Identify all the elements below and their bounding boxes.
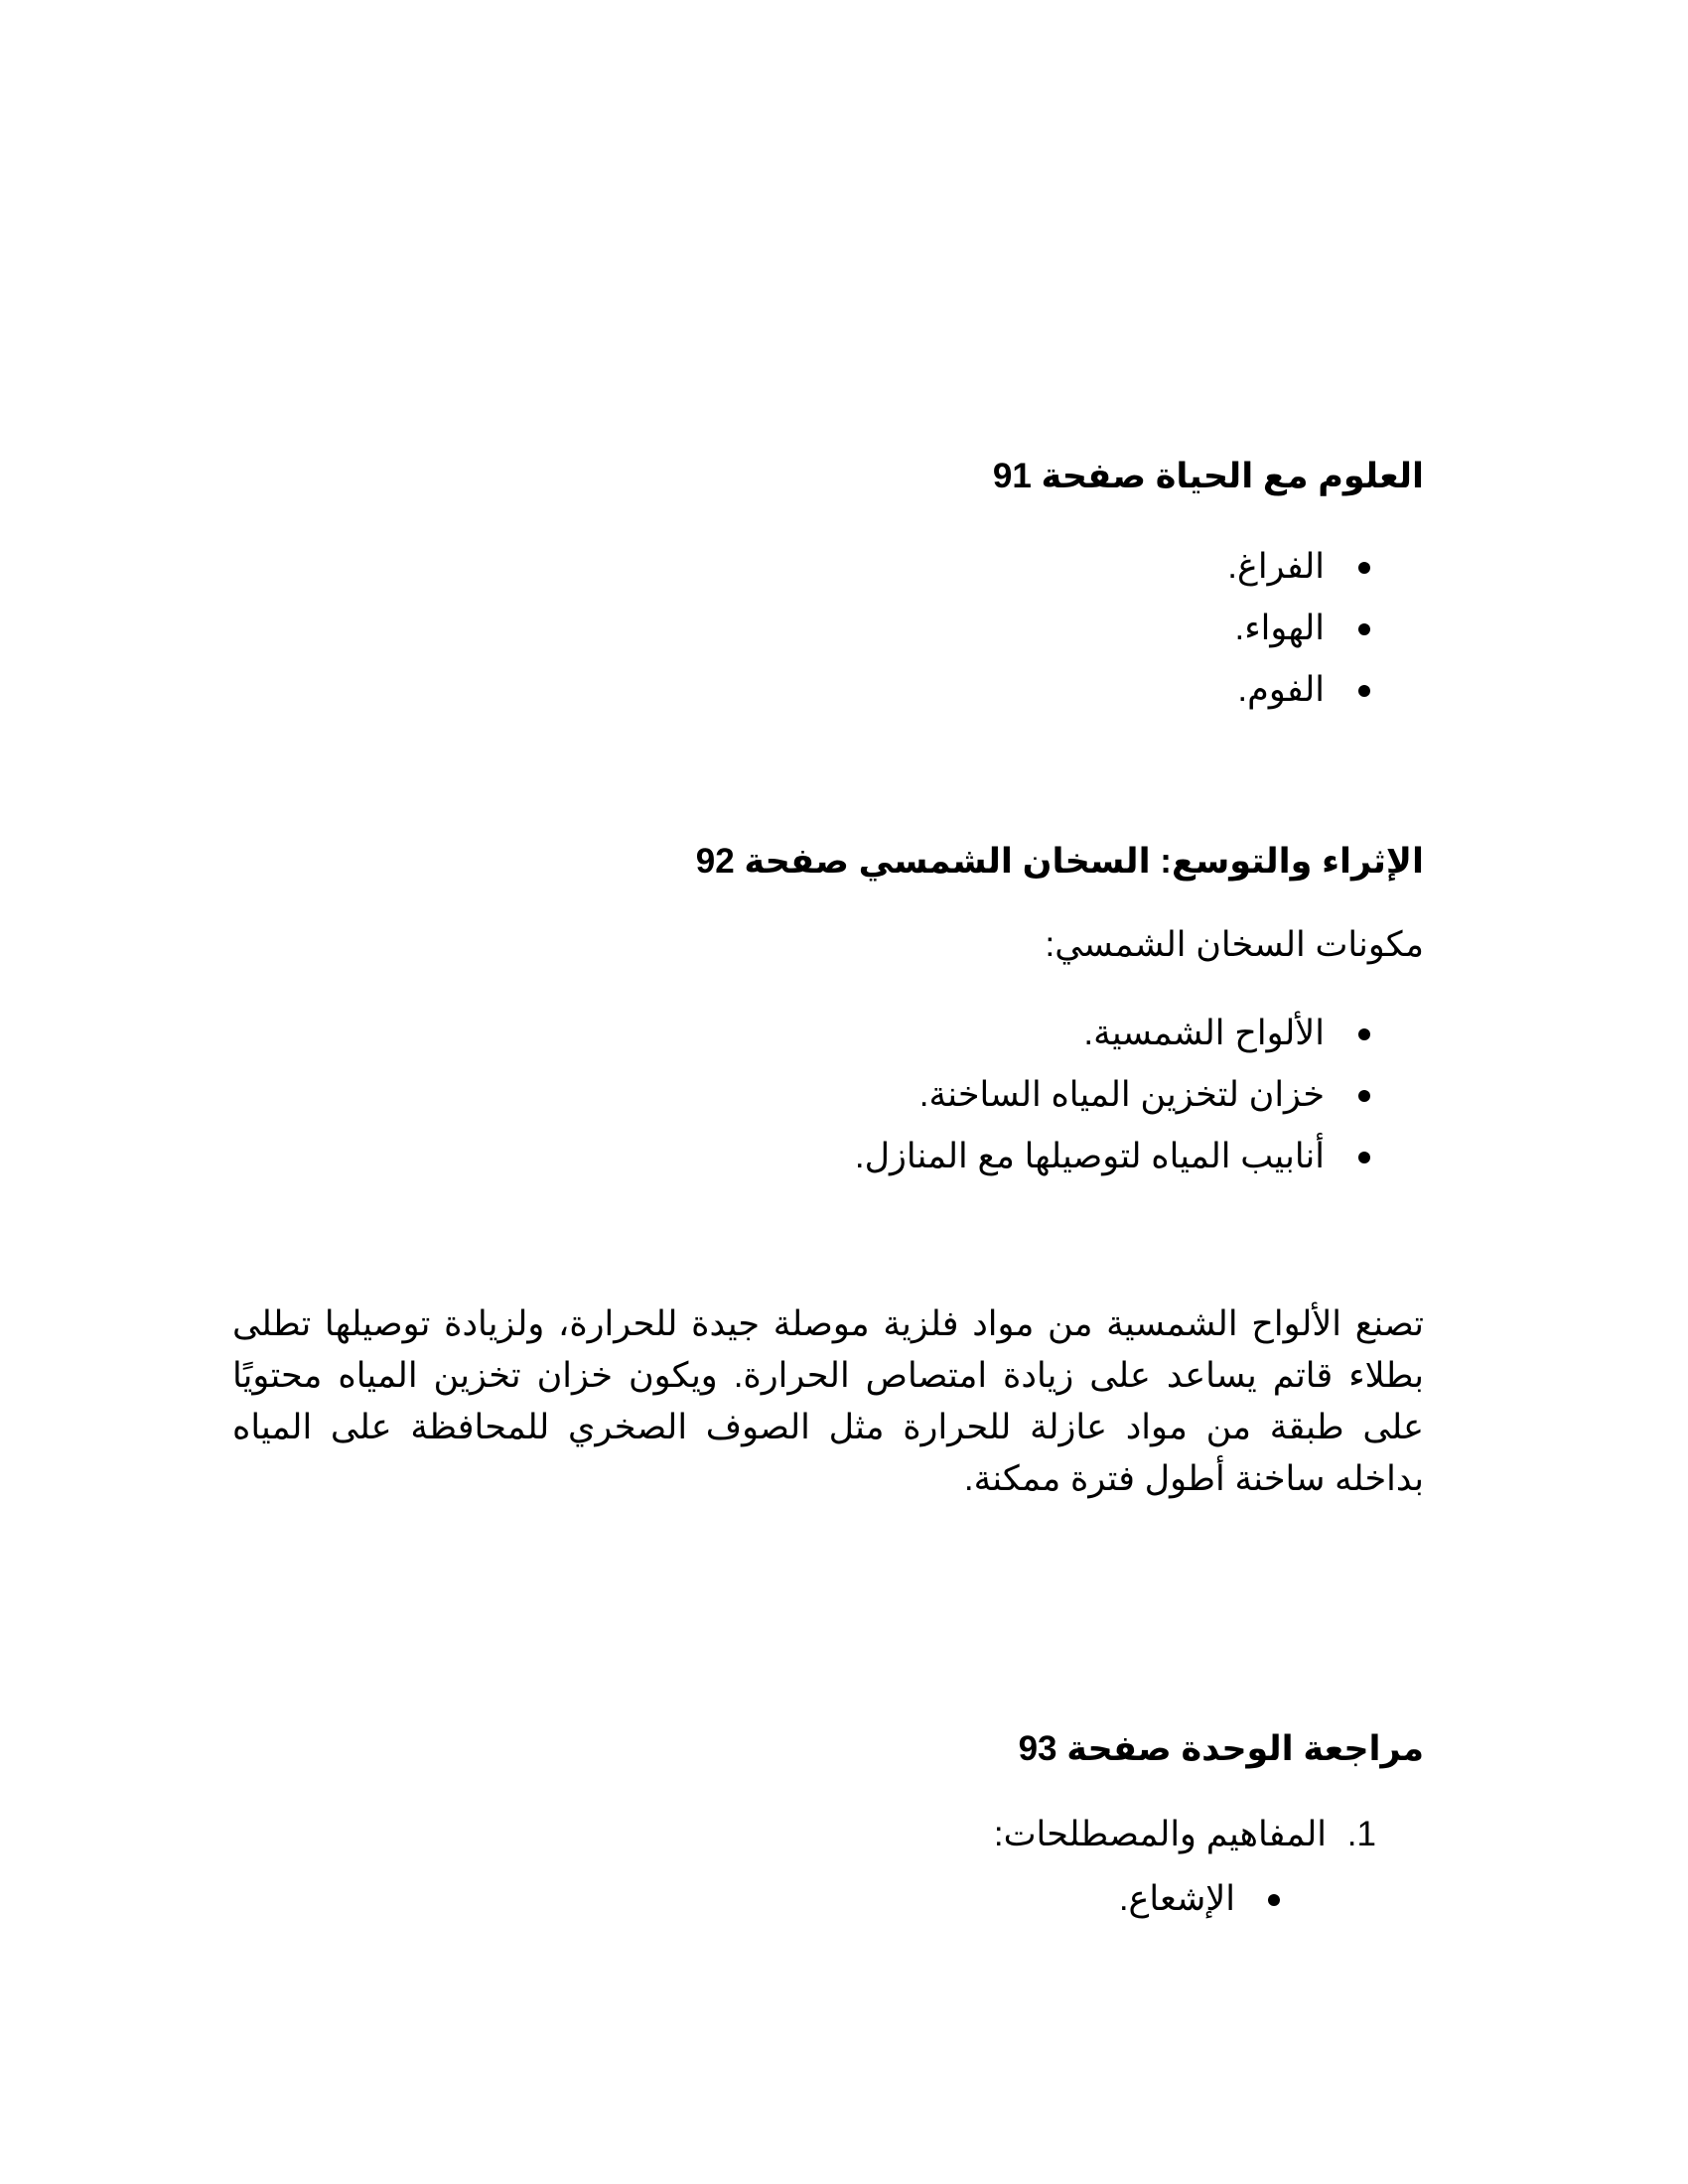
list-item: الفوم. bbox=[1227, 659, 1424, 721]
section-heading: العلوم مع الحياة صفحة 91 bbox=[992, 457, 1424, 495]
section-science-life-list bbox=[1227, 536, 1424, 721]
bullet-icon bbox=[1268, 1894, 1280, 1906]
bullet-list bbox=[855, 1003, 1424, 1187]
section-heading: مراجعة الوحدة صفحة 93 bbox=[1018, 1729, 1424, 1768]
bullet-icon bbox=[1358, 685, 1370, 697]
section-science-life bbox=[993, 455, 1424, 498]
section-enrichment-intro bbox=[1046, 923, 1425, 967]
list-item: خزان لتخزين المياه الساخنة. bbox=[855, 1064, 1424, 1126]
bullet-list bbox=[1227, 536, 1424, 721]
list-item: أنابيب المياه لتوصيلها مع المنازل. bbox=[855, 1126, 1424, 1187]
item-number: 1. bbox=[1346, 1815, 1376, 1853]
bullet-icon bbox=[1358, 1152, 1370, 1163]
section-enrichment-paragraph bbox=[232, 1298, 1424, 1505]
section-unit-review-list bbox=[1119, 1868, 1424, 1930]
intro-text: مكونات السخان الشمسي: bbox=[1045, 925, 1424, 964]
bullet-icon bbox=[1358, 1090, 1370, 1102]
list-item: الإشعاع. bbox=[1119, 1868, 1424, 1930]
bullet-icon bbox=[1358, 562, 1370, 574]
section-heading: الإثراء والتوسع: السخان الشمسي صفحة 92 bbox=[695, 842, 1424, 881]
bullet-icon bbox=[1358, 1028, 1370, 1040]
numbered-item bbox=[994, 1813, 1376, 1856]
item-label: المفاهيم والمصطلحات: bbox=[993, 1815, 1327, 1853]
sub-bullet-list bbox=[1119, 1868, 1424, 1930]
body-paragraph: تصنع الألواح الشمسية من مواد فلزية موصلة جيدة للحرارة، ولزيادة توصيلها تطلى بطلاء قاتم يساعد على زيادة امتصاص الحرارة. ويكون خزان تخزين المياه محتويًا على طبقة من مواد عازلة للحرارة مثل الصوف الصخري للمحافظة على المياه بداخله ساخنة أطول فترة ممكنة. bbox=[232, 1304, 1424, 1498]
list-item: الهواء. bbox=[1227, 598, 1424, 659]
section-enrichment-list bbox=[855, 1003, 1424, 1187]
section-enrichment bbox=[696, 840, 1424, 884]
bullet-icon bbox=[1358, 623, 1370, 635]
list-item: الألواح الشمسية. bbox=[855, 1003, 1424, 1064]
section-unit-review bbox=[1019, 1727, 1424, 1771]
list-item: الفراغ. bbox=[1227, 536, 1424, 598]
